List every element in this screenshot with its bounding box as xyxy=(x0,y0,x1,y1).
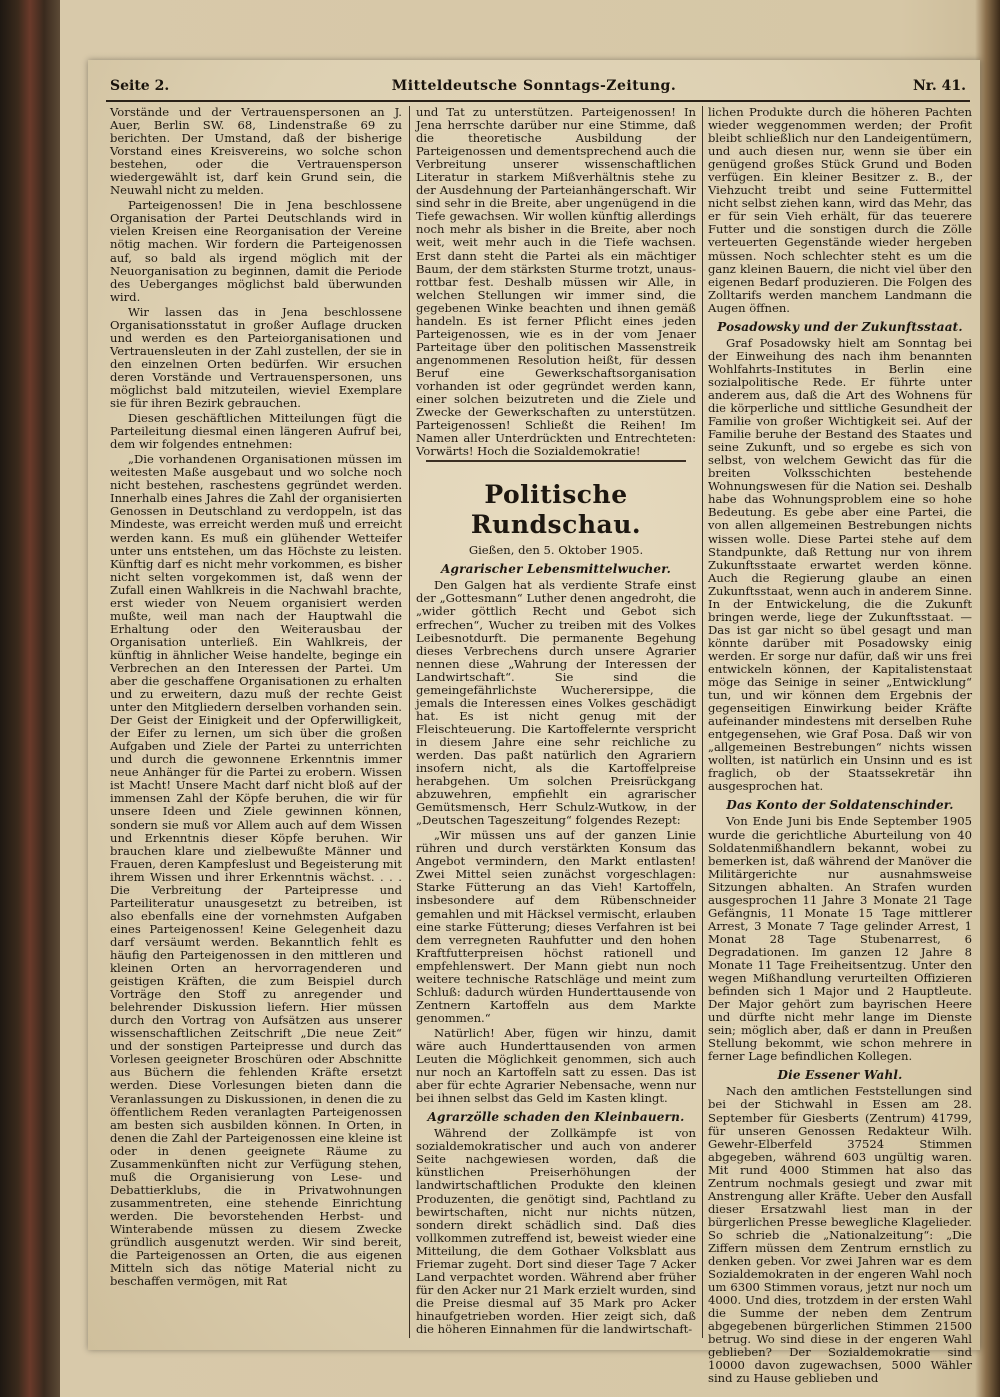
column-2 xyxy=(416,106,696,1346)
section-rule xyxy=(426,460,686,462)
paragraph: lichen Produkte durch die höheren Pachten wieder weggenommen werden; der Profit bleibt schließlich nur den Landeigentümern, und auch diesen nur, wenn sie über ein genügend großes Stück Grund und Boden verfügen. Ein kleiner Besitzer z. B., der Viehzucht treibt und seine Futtermittel nicht selbst ziehen kann, wird das Mehr, das er für sein Vieh erhält, für das teuerere Futter und die sonstigen durch die Zölle verteuerten Gegenstände wieder hergeben müssen. Noch schlechter steht es um die ganz kleinen Bauern, die nicht viel über den eigenen Bedarf produzieren. Die Folgen des Zolltarifs werden manchem Landmann die Augen öffnen. xyxy=(708,105,972,315)
paragraph: „Wir müssen uns auf der ganzen Linie rühren und durch verstärkten Konsum das Angebot vermindern, den Markt entlasten! Zwei Mittel seien zunächst vorgeschlagen: Starke Fütterung an das Vieh! Kartoffeln, insbesondere auf dem Rübenschneider gemahlen und mit Häcksel vermischt, erlauben eine starke Fütterung; dieses Verfahren ist bei dem verregneten Rauhfutter und den hohen Kraftfutterpreisen höchst rationell und empfehlenswert. Der Mann giebt nun noch weitere technische Ratschläge und meint zum Schluß: dadurch würden Hunderttausende von Zentnern Kartoffeln aus dem Markte genommen.“ xyxy=(416,828,696,1025)
article-title: Agrarischer Lebensmittelwucher. xyxy=(440,562,672,577)
issue-number: Nr. 41. xyxy=(913,78,966,94)
article-title: Die Essener Wahl. xyxy=(777,1068,903,1083)
page-number-label: Seite 2. xyxy=(110,78,170,94)
paragraph: Nach den amtlichen Feststellungen sind bei der Stichwahl in Essen am 28. September für Giesberts (Zentrum) 41799, für unseren Genossen Redakteur Wilh. Gewehr-Elberfeld 37524 Stimmen abgegeben, während 603 ungültig waren. Mit rund 4000 Stimmen hat also das Zentrum nochmals gesiegt und zwar mit Anstrengung aller Kräfte. Ueber den Ausfall dieser Ersatzwahl liest man in der bürgerlichen Presse bewegliche Klagelieder. So schrieb die „Nationalzeitung“: „Die Ziffern müssen dem Zentrum ernstlich zu denken geben. Vor zwei Jahren war es dem Sozialdemokraten in der engeren Wahl noch um 6300 Stimmen voraus, jetzt nur noch um 4000. Und dies, trotzdem in der ersten Wahl die Summe der neben dem Zentrum abgegebenen bürgerlichen Stimmen 21500 betrug. Wo sind diese in der engeren Wahl geblieben? Der Sozialdemokratie sind 10000 davon zugewachsen, 5000 Wähler sind zu Hause geblieben und xyxy=(708,1084,972,1386)
newspaper-title: Mitteldeutsche Sonntags-Zeitung. xyxy=(391,78,677,94)
paragraph: Diesen geschäftlichen Mitteilungen fügt die Parteileitung diesmal einen längeren Aufruf bei, dem wir folgendes entnehmen: xyxy=(110,411,402,452)
paragraph: Während der Zollkämpfe ist von sozialdemokratischer und auch von anderer Seite nachgewiesen worden, daß die künstlichen Preiserhöhungen der landwirtschaftlichen Produkte den kleinen Produzenten, die genötigt sind, Pachtland zu bewirtschaften, nicht nur nichts nützen, sondern direkt schädlich sind. Daß dies vollkommen zutreffend ist, beweist wieder eine Mitteilung, die dem Gothaer Volksblatt aus Friemar zugeht. Dort sind dieser Tage 7 Acker Land verpachtet worden. Während aber früher für den Acker nur 21 Mark erzielt wurden, sind die Preise diesmal auf 35 Mark pro Acker hinaufgetrieben worden. Hier zeigt sich, daß die höheren Einnahmen für die landwirtschaft- xyxy=(416,1126,696,1336)
header-rule xyxy=(106,100,970,102)
dateline: Gießen, den 5. Oktober 1905. xyxy=(468,543,644,558)
column-divider xyxy=(409,106,410,1338)
book-binding-edge xyxy=(0,0,60,1397)
column-divider xyxy=(702,106,703,1338)
newspaper-page xyxy=(88,60,980,1386)
paragraph: Natürlich! Aber, fügen wir hinzu, damit wäre auch Hunderttausenden von armen Leuten die Möglichkeit genommen, sich auch nur noch an Kartoffeln satt zu essen. Das ist aber für echte Agrarier Nebensache, wenn nur bei ihnen selbst das Geld im Kasten klingt. xyxy=(416,1025,696,1106)
paragraph: Vorstände und der Vertrauenspersonen an J. Auer, Berlin SW. 68, Lindenstraße 69 zu berichten. Der Umstand, daß der bisherige Vorstand eines Kreisvereins, wo solche schon bestehen, oder die Vertrauensperson wiedergewählt ist, darf kein Grund sein, die Neuwahl nicht zu melden. xyxy=(110,105,402,198)
paragraph: „Die vorhandenen Organisationen müssen im weitesten Maße ausgebaut und wo solche noch nicht bestehen, raschestens gegründet werden. Innerhalb eines Jahres die Zahl der organisierten Genossen in Deutschland zu verdoppeln, ist das Mindeste, was erreicht werden muß und erreicht werden kann. Es muß ein glühender Wetteifer unter uns entstehen, um das Höchste zu leisten. Künftig darf es nicht mehr vorkommen, es bisher nicht selten vorgekommen ist, daß wenn der Zufall einen Wahlkreis in die Nachwahl brachte, erst wieder von Neuem organisiert werden mußte, weil man nach der Hauptwahl die Erhaltung oder den Weiterausbau der Organisation unterließ. Ein Wahlkreis, der künftig in ähnlicher Weise handelte, beginge ein Verbrechen an den Interessen der Partei. Um aber die geschaffene Organisationen zu erhalten und zu erweitern, dazu muß der rechte Geist unter den Mitgliedern derselben vorhanden sein. Der Geist der Einigkeit und der Opferwilligkeit, der Eifer zu lernen, um sich über die großen Aufgaben und Ziele der Partei zu unterrichten und durch die gewonnene Erkenntnis immer neue Anhänger für die Partei zu erobern. Wissen ist Macht! Unsere Macht darf nicht bloß auf der immensen Zahl der Köpfe beruhen, die wir für unsere Ideen und Ziele gewinnen können, sondern sie muß vor Allem auch auf dem Wissen und Erkenntnis dieser Köpfe beruhen. Wir brauchen klare und zielbewußte Männer und Frauen, deren Kampfeslust und Begeisterung mit ihrem Wissen und ihrer Erkenntnis wächst. . . . Die Verbreitung der Parteipresse und Parteiliteratur unausgesetzt zu betreiben, ist also ebenfalls eine der vornehmsten Aufgaben eines Parteigenossen! Keine Gelegenheit dazu darf versäumt werden. Bekanntlich fehlt es häufig den Parteigenossen in den mittleren und kleinen Orten an hervorragenderen und geistigen Kräften, die zum Beispiel durch Vorträge den Stoff zu anregender und belehrender Diskussion liefern. Hier müssen durch den Vortrag von Aufsätzen aus unserer wissenschaftlichen Zeitschrift „Die neue Zeit“ und der sonstigen Parteipresse und durch das Vorlesen geeigneter Broschüren oder Abschnitte aus Büchern die fehlenden Kräfte ersetzt werden. Diese Vorlesungen bieten dann die Veranlassungen zu Diskussionen, in denen die zu öffentlichem Reden veranlagten Parteigenossen am besten sich ausbilden können. In Orten, in denen die Zahl der Parteigenossen eine kleine ist oder in denen geeignete Räume zu Zusammenkünften nicht zur Verfügung stehen, muß die Organisierung von Lese- und Debattierklubs, die in Privatwohnungen zusammentreten, eine stehende Einrichtung werden. Die bevorstehenden Herbst- und Winterabende müssen zu diesem Zwecke gründlich ausgenutzt werden. Wir sind bereit, die Parteigenossen an Orten, die aus eigenen Mitteln sich das nötige Material nicht zu beschaffen vermögen, mit Rat xyxy=(110,452,402,1289)
column-1 xyxy=(110,106,402,1346)
article-title: Posadowsky und der Zukunftsstaat. xyxy=(717,319,963,334)
article-title: Das Konto der Soldatenschinder. xyxy=(726,798,954,813)
section-title: Politische Rundschau. xyxy=(470,480,642,540)
paragraph: Von Ende Juni bis Ende September 1905 wurde die gerichtliche Aburteilung von 40 Soldatenmißhandlern bekannt, wobei zu bemerken ist, daß während der Manöver die Militärgerichte nur ausnahmsweise Sitzungen abhalten. An Strafen wurden ausgesprochen 11 Jahre 3 Monate 21 Tage Gefängnis, 11 Monate 15 Tage mittlerer Arrest, 3 Monate 7 Tage gelinder Arrest, 1 Monat 28 Tage Stubenarrest, 6 Degradationen. Im ganzen 12 Jahre 8 Monate 11 Tage Freiheitsentzug. Unter den wegen Mißhandlung verurteilten Offizieren befinden sich 1 Major und 2 Hauptleute. Der Major gehört zum bayrischen Heere und dürfte nicht mehr lange im Dienste sein; möglich aber, daß er dann in Preußen Stellung bekommt, wie schon mehrere in ferner Lage befindlichen Kollegen. xyxy=(708,814,972,1064)
paragraph: und Tat zu unterstützen. Parteigenossen! In Jena herrschte darüber nur eine Stimme, daß die theoretische Ausbildung der Parteigenossen und dementsprechend auch die Verbreitung unserer wissenschaftlichen Literatur in starkem Mißverhältnis stehe zu der Ausdehnung der Parteianhängerschaft. Wir sind sehr in die Breite, aber ungenügend in die Tiefe gewachsen. Wir wollen künftig allerdings noch mehr als bisher in die Breite, aber noch weit, weit mehr auch in die Tiefe wachsen. Erst dann steht die Partei als ein mächtiger Baum, der dem stärksten Sturme trotzt, unaus-rottbar fest. Deshalb müssen wir Alle, in welchen Stellungen wir immer sind, die gegebenen Winke beachten und ihnen gemäß handeln. Es ist ferner Pflicht eines jeden Parteigenossen, wie es in der vom Jenaer Parteitage über den politischen Massenstreik angenommenen Resolution heißt, für dessen Beruf eine Gewerkschaftsorganisation vorhanden ist oder gegründet werden kann, einer solchen beizutreten und die Ziele und Zwecke der Gewerkschaften zu unterstützen. Parteigenossen! Schließt die Reihen! Im Namen aller Unterdrückten und Entrechteten: Vorwärts! Hoch die Sozialdemokratie! xyxy=(416,105,696,459)
page-header xyxy=(88,78,980,98)
column-3 xyxy=(708,105,973,1386)
paragraph: Parteigenossen! Die in Jena beschlossene Organisation der Partei Deutschlands wird in vielen Kreisen eine Reorganisation der Vereine nötig machen. Wir fordern die Parteigenossen auf, so bald als irgend möglich mit der Neuorganisation zu beginnen, damit die Periode des Ueberganges möglichst bald überwunden wird. xyxy=(110,198,402,304)
article-title: Agrarzölle schaden den Kleinbauern. xyxy=(427,1110,685,1125)
paragraph: Den Galgen hat als verdiente Strafe einst der „Gottesmann“ Luther denen angedroht, die „wider göttlich Recht und Gebot sich erfrechen“, Wucher zu treiben mit des Volkes Leibesnotdurft. Die permanente Begehung dieses Verbrechens durch unsere Agrarier nennen diese „Wahrung der Interessen der Landwirtschaft“. Sie sind die gemeingefährlichste Wucherersippe, die jemals die Interessen eines Volkes geschädigt hat. Es ist nicht genug mit der Fleischteuerung. Die Kartoffelernte verspricht in diesem Jahre eine sehr reichliche zu werden. Das paßt natürlich den Agrariern insofern nicht, als die Kartoffelpreise herabgehen. Um solchen Preisrückgang abzuwehren, empfiehlt ein agrarischer Gemütsmensch, Herr Schulz-Wutkow, in der „Deutschen Tageszeitung“ folgendes Rezept: xyxy=(416,578,696,828)
paragraph: Wir lassen das in Jena beschlossene Organisationsstatut in großer Auflage drucken und werden es den Parteiorganisationen und Vertrauensleuten in der Zahl zustellen, der sie in den einzelnen Orten bedürfen. Wir ersuchen deren Vorstände und Vertrauenspersonen, uns möglichst bald mitzuteilen, wieviel Exemplare sie für ihren Bezirk gebrauchen. xyxy=(110,304,402,411)
paragraph: Graf Posadowsky hielt am Sonntag bei der Einweihung des nach ihm benannten Wohlfahrts-Institutes in Berlin eine sozialpolitische Rede. Er führte unter anderem aus, daß die Art des Wohnens für die körperliche und sittliche Gesundheit der Familie von großer Wichtigkeit sei. Auf der Familie beruhe der Bestand des Staates und seine Zukunft, und so ergebe es sich von selbst, von welchem Gewicht das für die breiten Volksschichten bestehende Wohnungswesen für die Nation sei. Deshalb habe das Wohnungsproblem eine so hohe Bedeutung. Es gebe aber eine Partei, die von allen allgemeinen Bestrebungen nichts wissen wolle. Diese Partei stehe auf dem Standpunkte, daß Rettung nur von ihrem Zukunftsstaate erwartet werden könne. Auch die Regierung glaube an einen Zukunftsstaat, wenn auch in anderem Sinne. In der Entwickelung, die die Zukunft bringen werde, liege der Zukunftsstaat. — Das ist gar nicht so übel gesagt und man könnte darüber mit Posadowsky einig werden. Er sorge nur dafür, daß wir uns frei entwickeln können, der Kapitalistenstaat möge das Seinige in seiner „Entwicklung“ tun, und wir können dem Ergebnis der gegenseitigen Einwirkung beider Kräfte aufeinander mindestens mit derselben Ruhe entgegensehen, wie Graf Posa. Daß wir von „allgemeinen Bestrebungen“ nichts wissen wollten, ist natürlich ein Unsinn und es ist fraglich, ob der Staatssekretär ihn ausgesprochen hat. xyxy=(708,335,973,794)
